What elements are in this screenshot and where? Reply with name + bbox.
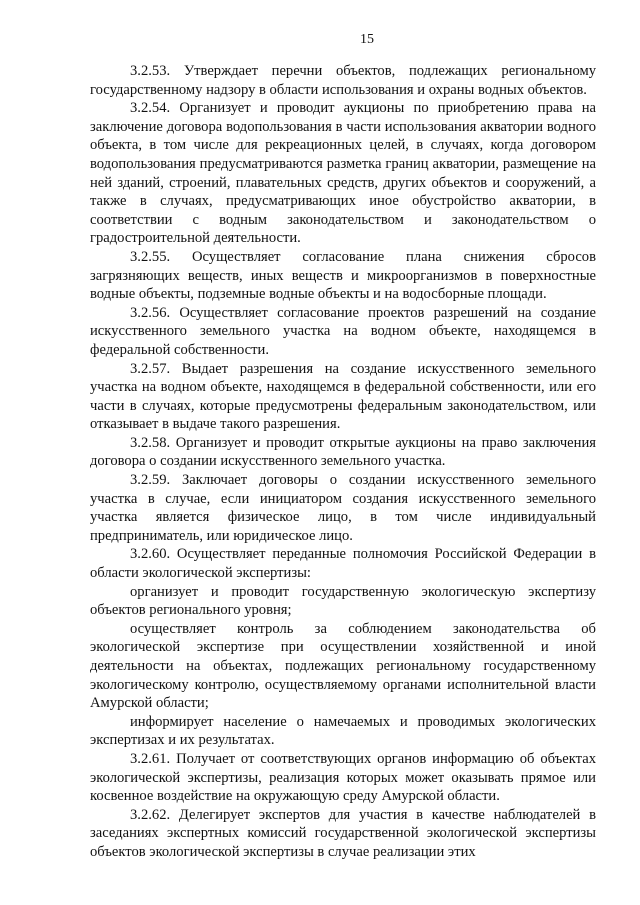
paragraph-3-2-58: 3.2.58. Организует и проводит открытые аукционы на право заключения договора о создании искусственного земельного участка. bbox=[90, 434, 596, 470]
list-item-control-compliance: осуществляет контроль за соблюдением законодательства об экологической экспертизе при осуществлении хозяйственной и иной деятельности на объектах, подлежащих региональному государственному экологическому контролю, осуществляемому органами исполнительной власти Амурской области; bbox=[90, 620, 596, 712]
paragraph-3-2-54: 3.2.54. Организует и проводит аукционы по приобретению права на заключение договора водопользования в части использования акватории водного объекта, в том числе для рекреационных целей, в случаях, когда договором водопользования предусматриваются разметка границ акватории, размещение на ней зданий, строений, плавательных средств, других объектов и сооружений, а также в случаях, предусматривающих иное обустройство акватории, в соответствии с водным законодательством и законодательством о градостроительной деятельности. bbox=[90, 100, 596, 247]
page-number: 15 bbox=[360, 32, 374, 47]
paragraph-3-2-62: 3.2.62. Делегирует экспертов для участия в качестве наблюдателей в заседаниях экспертных комиссий государственной экологической экспертизы объектов экологической экспертизы в случае реализации этих bbox=[90, 806, 596, 860]
paragraph-3-2-61: 3.2.61. Получает от соответствующих органов информацию об объектах экологической экспертизы, реализация которых может оказывать прямое или косвенное воздействие на окружающую среду Амурской области. bbox=[90, 750, 596, 805]
paragraph-3-2-55: 3.2.55. Осуществляет согласование плана снижения сбросов загрязняющих веществ, иных веществ и микроорганизмов в поверхностные водные объекты, подземные водные объекты и на водосборные площади. bbox=[90, 248, 596, 303]
paragraph-3-2-53: 3.2.53. Утверждает перечни объектов, подлежащих региональному государственному надзору в области использования и охраны водных объектов. bbox=[90, 63, 596, 98]
paragraph-3-2-60: 3.2.60. Осуществляет переданные полномочия Российской Федерации в области экологической экспертизы: bbox=[90, 546, 596, 582]
paragraph-3-2-59: 3.2.59. Заключает договоры о создании искусственного земельного участка в случае, если инициатором создания искусственного земельного участка является физическое лицо, в том числе индивидуальный предприниматель, или юридическое лицо. bbox=[90, 472, 596, 544]
list-item-inform-population: информирует население о намечаемых и проводимых экологических экспертизах и их результатах. bbox=[90, 713, 596, 749]
paragraph-3-2-57: 3.2.57. Выдает разрешения на создание искусственного земельного участка на водном объекте, находящемся в федеральной собственности, или его части в случаях, которые предусмотрены федеральным законодательством, или отказывает в выдаче такого разрешения. bbox=[90, 360, 596, 433]
paragraph-3-2-56: 3.2.56. Осуществляет согласование проектов разрешений на создание искусственного земельного участка на водном объекте, находящемся в федеральной собственности. bbox=[90, 304, 596, 358]
list-item-organize-expertise: организует и проводит государственную экологическую экспертизу объектов регионального уровня; bbox=[90, 583, 596, 619]
